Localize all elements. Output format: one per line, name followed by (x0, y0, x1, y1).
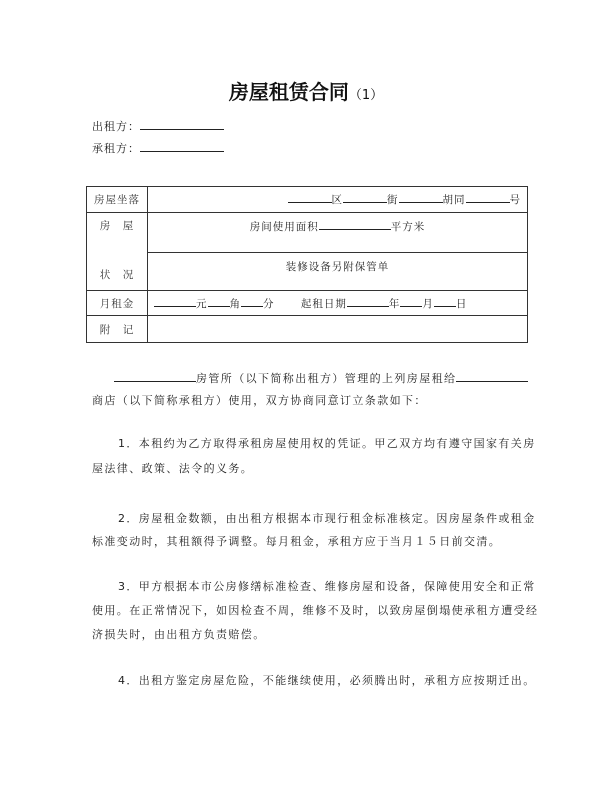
remarks-label: 附 记 (87, 316, 148, 343)
shop-blank[interactable] (456, 371, 528, 382)
table-row (87, 213, 528, 253)
status-label-top: 房 屋 (99, 220, 135, 232)
fen-unit: 分 (263, 297, 275, 310)
status-label (87, 213, 148, 291)
day-blank[interactable] (434, 296, 456, 307)
status-label-bottom: 状 况 (99, 269, 135, 281)
intro-line-1 (114, 370, 528, 386)
property-info-table (86, 186, 528, 343)
lessor-field (92, 118, 224, 134)
intro-line-2: 商店（以下简称承租方）使用，双方协商同意订立条款如下： (92, 394, 427, 407)
lessee-blank[interactable] (140, 141, 224, 152)
month-unit: 月 (422, 297, 434, 310)
area-unit: 平方米 (390, 221, 426, 233)
intro-text-1: 房管所（以下简称出租方）管理的上列房屋租给 (196, 372, 457, 385)
clause-4-line: 4．出租方鉴定房屋危险，不能继续使用，必须腾出时，承租方应按期迁出。 (118, 674, 536, 687)
remarks-value[interactable] (148, 316, 528, 343)
clause-3-line: 济损失时，由出租方负责赔偿。 (92, 628, 266, 641)
location-value (148, 187, 528, 213)
table-row (87, 187, 528, 213)
year-unit: 年 (388, 297, 401, 310)
area-value (148, 213, 528, 253)
hutong-blank[interactable] (399, 192, 443, 203)
lessee-field (92, 140, 224, 156)
table-row (87, 253, 528, 291)
area-blank[interactable] (319, 219, 391, 230)
equipment-note: 装修设备另附保管单 (148, 253, 528, 291)
district-unit: 区 (331, 194, 343, 206)
table-row (87, 291, 528, 316)
street-blank[interactable] (343, 192, 387, 203)
clause-2-line: 标准变动时，其租额得予调整。每月租金，承租方应于当月１５日前交清。 (92, 535, 502, 548)
yuan-blank[interactable] (154, 296, 196, 307)
location-label: 房屋坐落 (87, 187, 148, 213)
month-blank[interactable] (400, 296, 422, 307)
rent-label: 月租金 (87, 291, 148, 316)
lessee-label: 承租方： (92, 142, 140, 155)
area-label: 房间使用面积 (249, 221, 319, 233)
page-title (0, 76, 612, 105)
district-blank[interactable] (288, 192, 332, 203)
housing-office-blank[interactable] (114, 371, 196, 382)
table-row (87, 316, 528, 343)
fen-blank[interactable] (241, 296, 263, 307)
clause-1-line: 屋法律、政策、法令的义务。 (92, 462, 254, 475)
day-unit: 日 (455, 297, 468, 310)
rent-value (148, 291, 528, 316)
number-blank[interactable] (466, 192, 510, 203)
number-unit: 号 (509, 194, 521, 206)
clause-3-line: 3．甲方根据本市公房修缮标准检查、维修房屋和设备，保障使用安全和正常 (118, 580, 536, 593)
start-date-label: 起租日期 (300, 297, 347, 310)
year-blank[interactable] (347, 296, 389, 307)
title-suffix: （1） (348, 88, 384, 103)
jiao-unit: 角 (229, 297, 241, 310)
street-unit: 街 (387, 194, 399, 206)
hutong-unit: 胡同 (442, 194, 466, 206)
lessor-label: 出租方： (92, 120, 140, 133)
clause-2-line: 2．房屋租金数额，由出租方根据本市现行租金标准核定。因房屋条件或租金 (118, 512, 536, 525)
clause-3-line: 使用。在正常情况下，如因检查不周，维修不及时，以致房屋倒塌使承租方遭受经 (92, 604, 539, 617)
title-text: 房屋租赁合同 (228, 80, 349, 104)
clause-1-line: 1．本租约为乙方取得承租房屋使用权的凭证。甲乙双方均有遵守国家有关房 (118, 437, 536, 450)
yuan-unit: 元 (196, 297, 208, 310)
lessor-blank[interactable] (140, 119, 224, 130)
jiao-blank[interactable] (208, 296, 230, 307)
